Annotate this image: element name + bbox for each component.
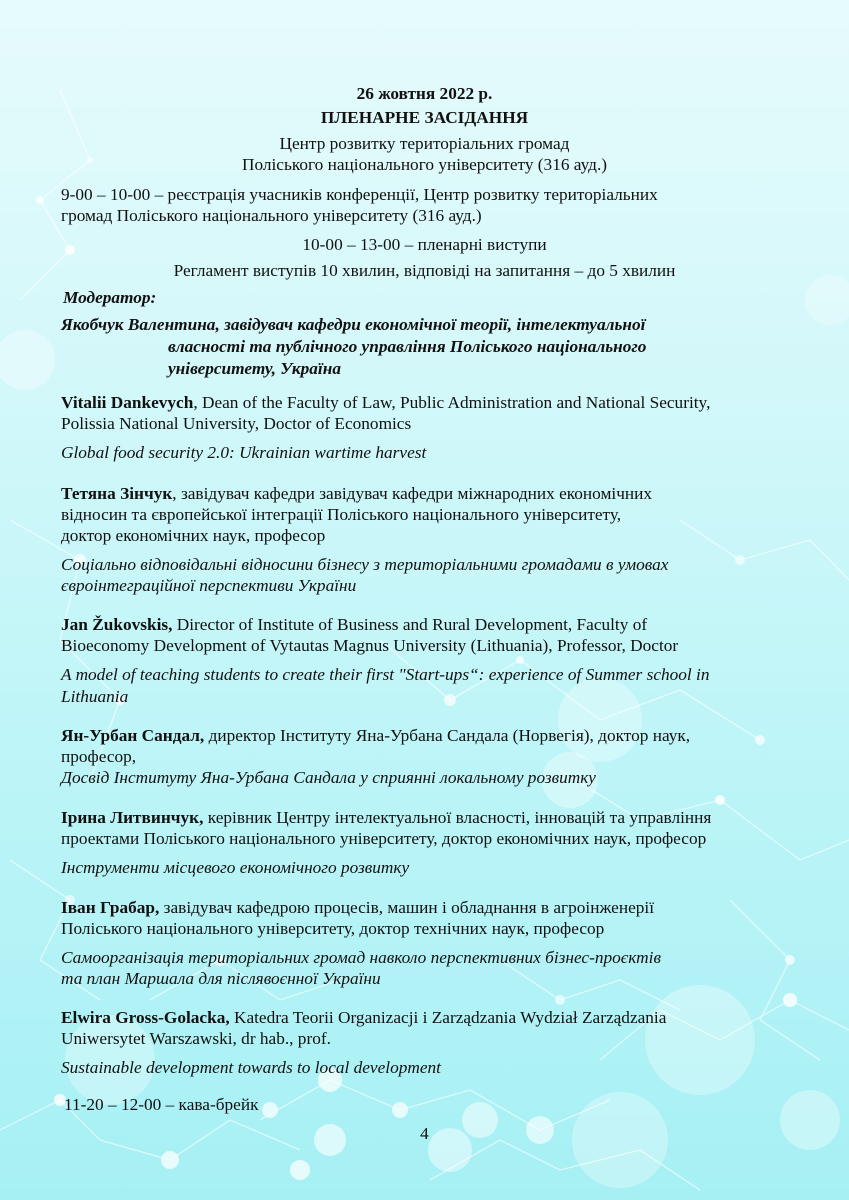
speaker-name: Elwira Gross-Golacka, [61,1008,230,1027]
speaker-entry [61,807,711,829]
moderator-line-1: Якобчук Валентина, завідувач кафедри економічної теорії, інтелектуальної [61,315,646,334]
speaker-name: Ян-Урбан Сандал, [61,726,205,745]
speaker-topic: Sustainable development towards to local development [61,1058,441,1077]
speaker-affiliation-cont: Polissia National University, Doctor of Economics [61,414,412,433]
speaker-affiliation: Katedra Teorii Organizacji i Zarządzania Wydział Zarządzania [229,1008,667,1027]
coffee-break: 11-20 – 12-00 – кава-брейк [64,1095,259,1114]
speaker-name: Ірина Литвинчук, [61,808,204,827]
registration-line-1: 9-00 – 10-00 – реєстрація учасників конференції, Центр розвитку територіальних [61,185,658,204]
speaker-name: Тетяна Зінчук [61,484,173,503]
speaker-affiliation-cont: Bioeconomy Development of Vytautas Magnus University (Lithuania), Professor, Doctor [61,636,679,655]
speaker-affiliation: , Dean of the Faculty of Law, Public Administration and National Security, [193,393,711,412]
speaker-topic-cont: Lithuania [61,687,129,706]
speaker-name: Jan Žukovskis, [61,615,173,634]
moderator-label: Модератор: [63,288,157,307]
speaker-topic: Соціально відповідальні відносини бізнесу з територіальними громадами в умовах [61,555,669,574]
speaker-affiliation: директор Інституту Яна-Урбана Сандала (Норвегія), доктор наук, [204,726,691,745]
speaker-affiliation-cont: проектами Поліського національного університету, доктор економічних наук, професор [61,829,707,848]
speaker-topic: Інструменти місцевого економічного розвитку [61,858,410,877]
speaker-affiliation: , завідувач кафедри завідувач кафедри міжнародних економічних [172,484,653,503]
venue-line-1: Центр розвитку територіальних громад [279,134,570,153]
moderator-line-3: університету, Україна [168,359,341,378]
speaker-affiliation-cont: професор, [61,747,137,766]
speaker-affiliation-cont: доктор економічних наук, професор [61,526,326,545]
speaker-entry [61,392,710,414]
page-number: 4 [420,1124,429,1143]
speaker-affiliation-cont: Поліського національного університету, доктор технічних наук, професор [61,919,605,938]
speaker-topic: A model of teaching students to create their first "Start-ups“: experience of Summer school in [61,665,710,684]
speaker-affiliation: керівник Центру інтелектуальної власності, інновацій та управління [203,808,712,827]
speaker-topic: Самоорганізація територіальних громад навколо перспективних бізнес-проєктів [61,948,661,967]
session-date: 26 жовтня 2022 р. [356,84,493,103]
speaker-entry [61,1007,666,1029]
speaker-entry [61,614,647,636]
speaker-name: Vitalii Dankevych [61,393,194,412]
speaker-topic-cont: євроінтеграційної перспективи України [61,576,357,595]
speaker-entry [61,483,652,505]
speaker-topic-cont: та план Маршала для післявоєнної України [61,969,381,988]
speech-rules: Регламент виступів 10 хвилин, відповіді на запитання – до 5 хвилин [173,261,676,280]
venue-line-2: Поліського національного університету (316 ауд.) [241,155,608,174]
speaker-affiliation: Director of Institute of Business and Rural Development, Faculty of [172,615,648,634]
session-title: ПЛЕНАРНЕ ЗАСІДАННЯ [320,108,529,127]
speaker-affiliation: завідувач кафедрою процесів, машин і обладнання в агроінженерії [159,898,655,917]
speaker-affiliation-cont: відносин та європейської інтеграції Поліського національного університету, [61,505,622,524]
moderator-line-2: власності та публічного управління Поліського національного [168,337,647,356]
speaker-topic: Досвід Інституту Яна-Урбана Сандала у сприянні локальному розвитку [61,768,596,787]
speaker-entry [61,897,654,919]
speaker-entry [61,725,690,747]
speaker-affiliation-cont: Uniwersytet Warszawski, dr hab., prof. [61,1029,331,1048]
speaker-name: Іван Грабар, [61,898,160,917]
registration-line-2: громад Поліського національного університету (316 ауд.) [61,206,482,225]
speaker-topic: Global food security 2.0: Ukrainian wartime harvest [61,443,427,462]
plenary-time: 10-00 – 13-00 – пленарні виступи [302,235,547,254]
